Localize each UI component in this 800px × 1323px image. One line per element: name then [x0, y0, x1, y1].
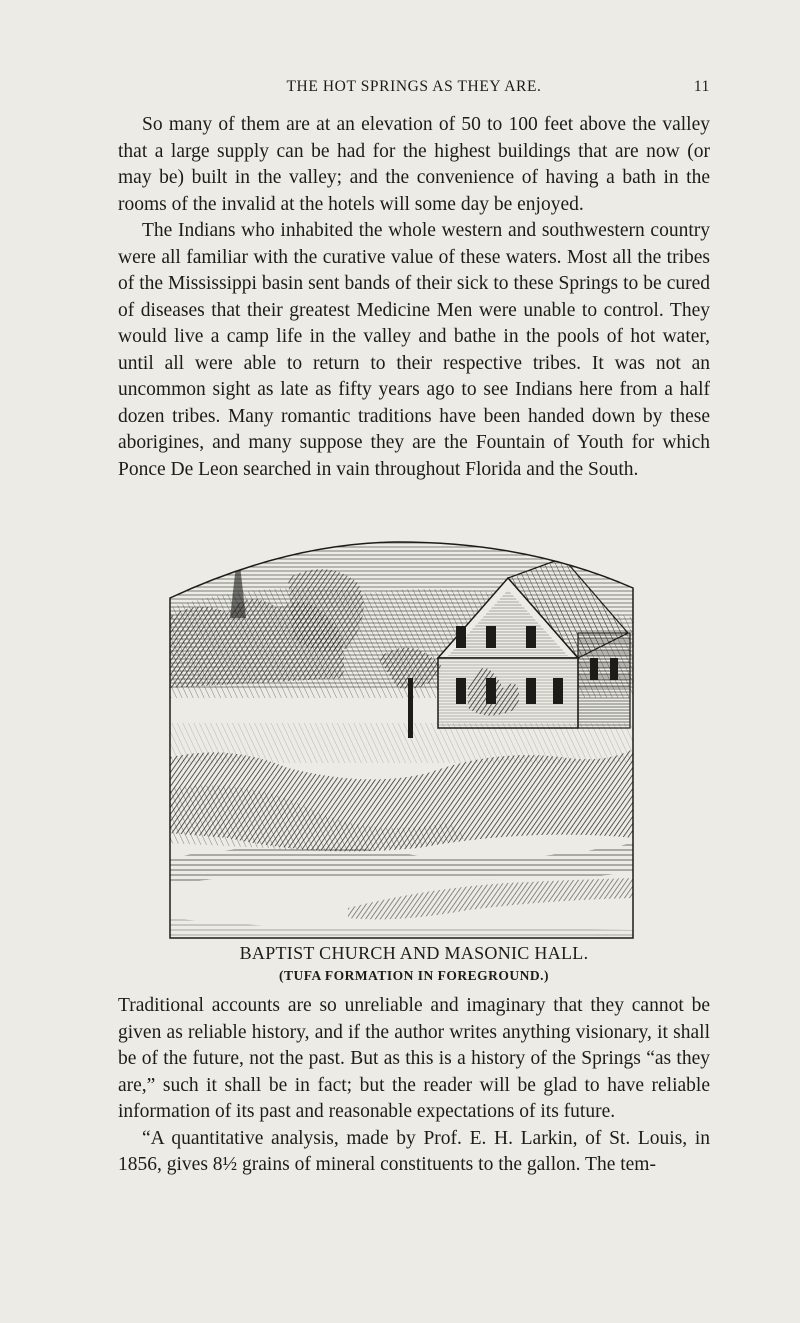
running-head [118, 78, 710, 100]
paragraph: The Indians who inhabited the whole western and southwestern country were all familiar with the curative value of these waters. Most all the tribes of the Mississippi basin sent bands of their sick to these Springs to be cured of diseases that their greatest Medicine Men were unable to control. They would live a camp life in the valley and bathe in the pools of hot water, until all were able to return to their respective tribes. It was not an uncommon sight as late as fifty years ago to see Indians here from a half dozen tribes. Many romantic traditions have been handed down by these aborigines, and many suppose they are the Fountain of Youth for which Ponce De Leon searched in vain throughout Florida and the South. [118, 220, 710, 480]
paragraph: So many of them are at an elevation of 50 to 100 feet above the valley that a large supply can be had for the highest buildings that are now (or may be) built in the valley; and the convenience of having a bath in the rooms of the invalid at the hotels will some day be enjoyed. [118, 114, 710, 215]
running-title: THE HOT SPRINGS AS THEY ARE. [286, 78, 542, 95]
illustration-caption: BAPTIST CHURCH AND MASONIC HALL. [239, 943, 589, 963]
illustration-subcaption: (TUFA FORMATION IN FOREGROUND.) [279, 968, 549, 983]
paragraph: “A quantitative analysis, made by Prof. E. H. Larkin, of St. Louis, in 1856, gives 8½ grains of mineral constituents to the gallon. The tem- [118, 1127, 710, 1175]
page-number: 11 [693, 78, 710, 95]
text-block-top [118, 112, 710, 483]
engraving-illustration [168, 538, 635, 940]
text-block-bottom [118, 993, 710, 1179]
engraving-image [168, 538, 635, 940]
paragraph: Traditional accounts are so unreliable and imaginary that they cannot be given as reliable history, and if the author writes anything visionary, it shall be of the future, not the past. But as this is a history of the Springs “as they are,” such it shall be in fact; but the reader will be glad to have reliable information of its past and reasonable expectations of its future. [118, 995, 710, 1122]
